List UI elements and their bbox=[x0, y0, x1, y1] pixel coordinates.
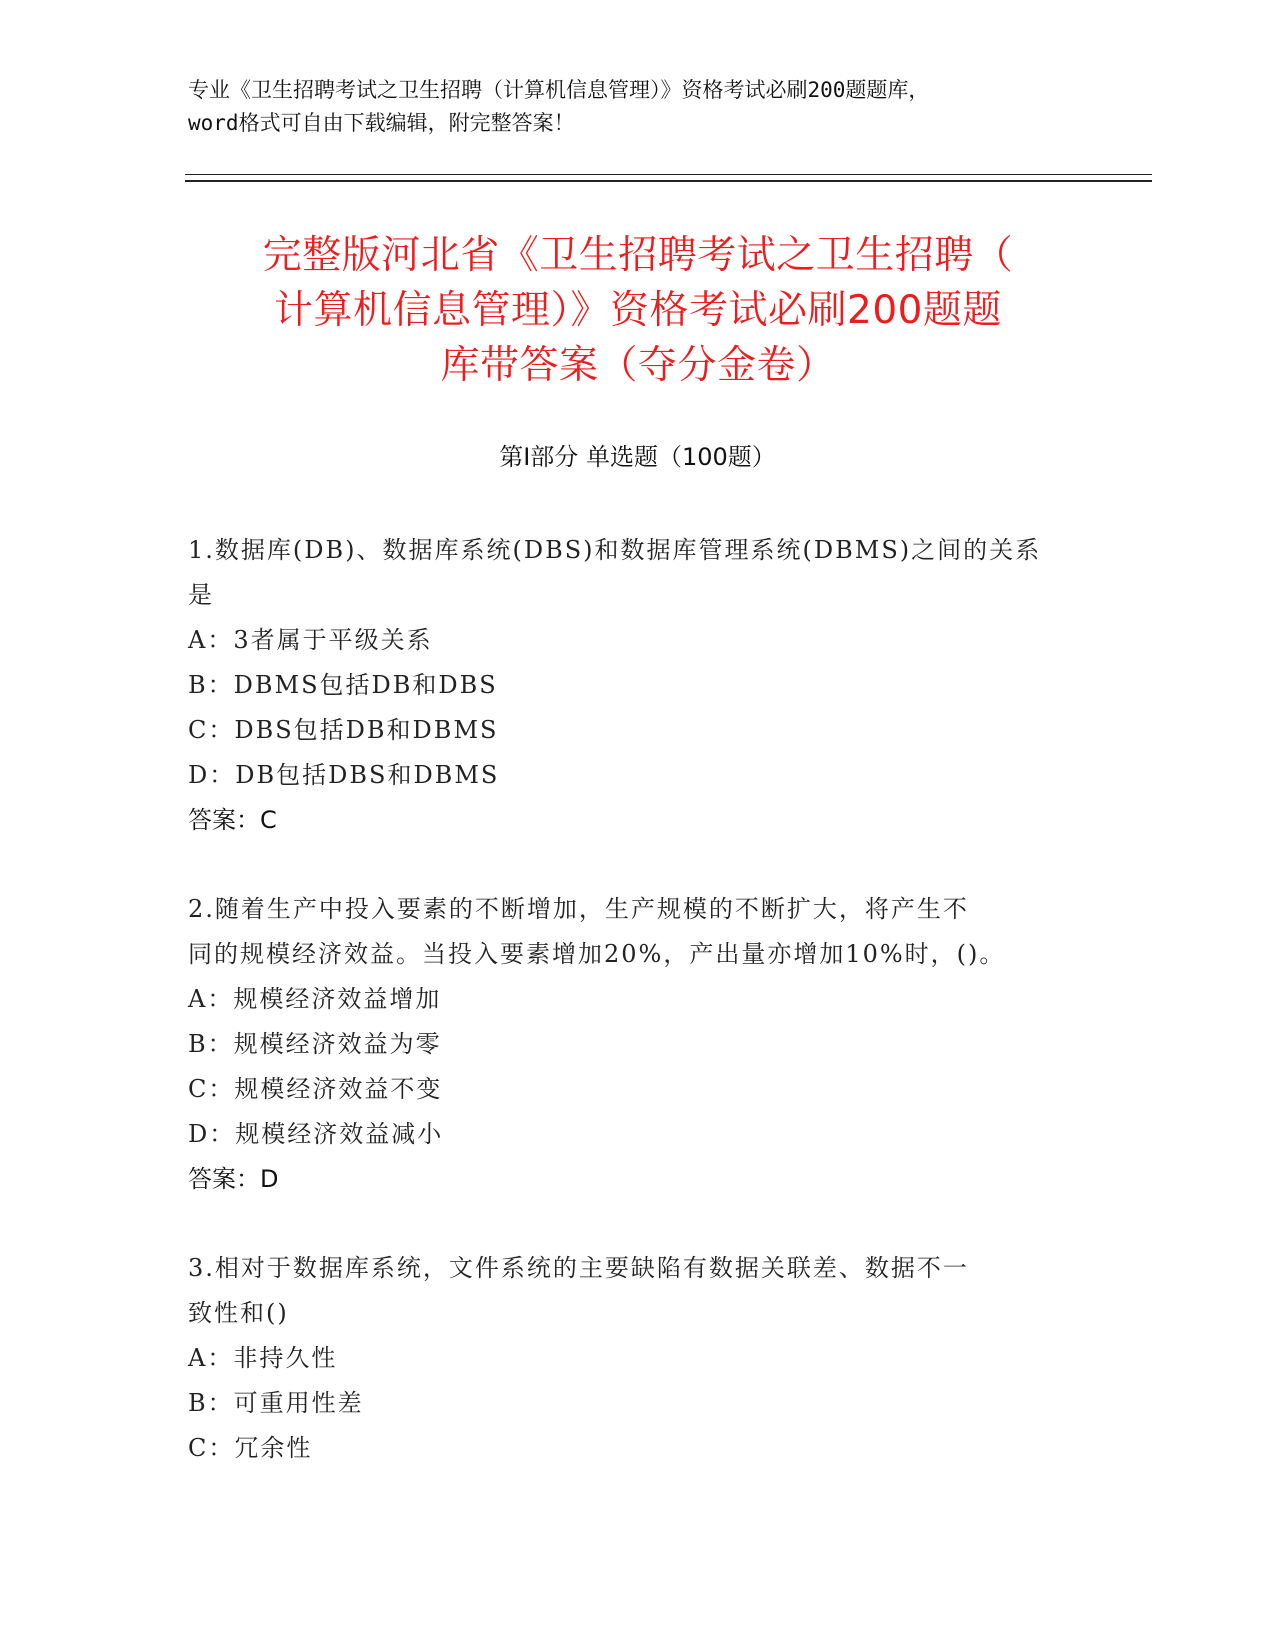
option-a: A：3者属于平级关系 bbox=[188, 626, 433, 654]
question-stem-line: 2.随着生产中投入要素的不断增加，生产规模的不断扩大，将产生不 bbox=[188, 895, 969, 923]
question-stem-line: 是 bbox=[188, 581, 214, 609]
title-line-2: 计算机信息管理）》资格考试必刷200题题 bbox=[274, 288, 1002, 333]
option-a: A：规模经济效益增加 bbox=[188, 985, 442, 1013]
option-a: A：非持久性 bbox=[188, 1344, 338, 1372]
question-2 bbox=[188, 887, 1088, 1202]
intro-line-1: 专业《卫生招聘考试之卫生招聘（计算机信息管理）》资格考试必刷200题题库， bbox=[188, 78, 930, 102]
question-stem-line: 1.数据库(DB)、数据库系统(DBS)和数据库管理系统(DBMS)之间的关系 bbox=[188, 536, 1042, 564]
question-3 bbox=[188, 1246, 1088, 1471]
option-c: C：冗余性 bbox=[188, 1434, 313, 1462]
option-b: B：可重用性差 bbox=[188, 1389, 364, 1417]
title-line-1: 完整版河北省《卫生招聘考试之卫生招聘（ bbox=[262, 233, 1014, 278]
question-stem-line: 致性和() bbox=[188, 1299, 289, 1327]
intro-line-2: word格式可自由下载编辑，附完整答案！ bbox=[188, 111, 575, 135]
intro-text bbox=[188, 74, 1088, 140]
section-heading: 第Ⅰ部分 单选题（100题） bbox=[499, 443, 776, 471]
option-d: D：规模经济效益减小 bbox=[188, 1120, 444, 1148]
option-d: D：DB包括DBS和DBMS bbox=[188, 761, 500, 789]
option-c: C：规模经济效益不变 bbox=[188, 1075, 443, 1103]
question-stem-line: 同的规模经济效益。当投入要素增加20%，产出量亦增加10%时，()。 bbox=[188, 940, 1006, 968]
option-b: B：规模经济效益为零 bbox=[188, 1030, 442, 1058]
question-list bbox=[188, 528, 1088, 1515]
question-1 bbox=[188, 528, 1088, 843]
question-stem-line: 3.相对于数据库系统，文件系统的主要缺陷有数据关联差、数据不一 bbox=[188, 1254, 969, 1282]
header-divider-thin bbox=[185, 174, 1152, 175]
answer-key: 答案：D bbox=[188, 1165, 279, 1193]
title-line-3: 库带答案（夺分金卷） bbox=[440, 343, 836, 388]
option-b: B：DBMS包括DB和DBS bbox=[188, 671, 498, 699]
header-divider-thick bbox=[185, 180, 1152, 182]
document-title bbox=[188, 228, 1088, 393]
answer-key: 答案：C bbox=[188, 806, 277, 834]
option-c: C：DBS包括DB和DBMS bbox=[188, 716, 499, 744]
